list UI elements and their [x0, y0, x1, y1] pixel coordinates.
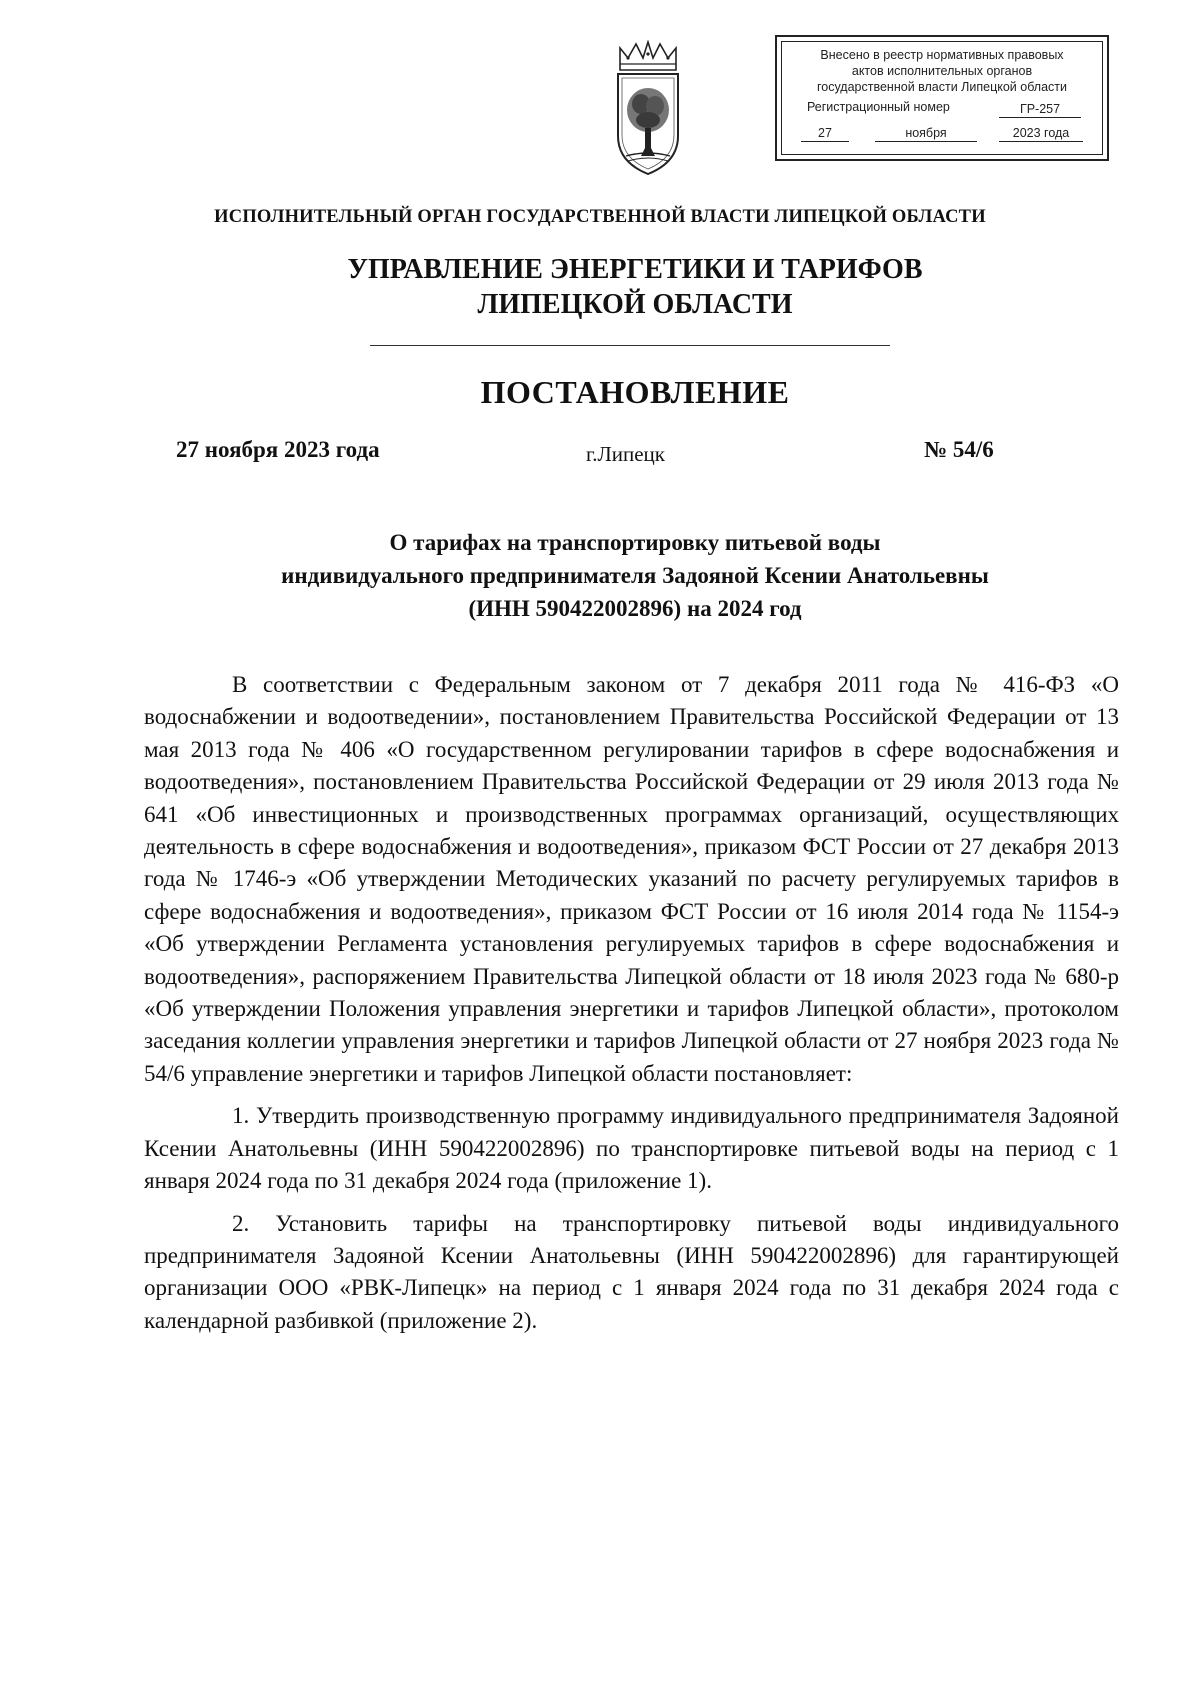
stamp-month: ноября [875, 125, 977, 142]
document-number: № 54/6 [924, 437, 994, 462]
department-name [0, 252, 1200, 322]
document-type: ПОСТАНОВЛЕНИЕ [480, 374, 790, 410]
preamble-paragraph: В соответствии с Федеральным законом от 7 декабря 2011 года № 416-ФЗ «О водоснабжении и водоотведении», постановлением Правительства Российской Федерации от 13 мая 2013 года № 406 «О государственном регулировании тарифов в сфере водоснабжения и водоотведения», постановлением Правительства Российской Федерации от 29 июля 2013 года № 641 «Об инвестиционных и производственных программах организаций, осуществляющих деятельность в сфере водоснабжения и водоотведения», приказом ФСТ России от 27 декабря 2013 года № 1746-э «Об утверждении Методических указаний по расчету регулируемых тарифов в сфере водоснабжения и водоотведения», приказом ФСТ России от 16 июля 2014 года № 1154-э «Об утверждении Регламента установления регулируемых тарифов в сфере водоснабжения и водоотведения», распоряжением Правительства Липецкой области от 18 июля 2023 года № 680-р «Об утверждении Положения управления энергетики и тарифов Липецкой области», протоколом заседания коллегии управления энергетики и тарифов Липецкой области от 27 ноября 2023 года № 54/6 управление энергетики и тарифов Липецкой области постановляет: [144, 672, 1119, 1086]
issuing-authority: ИСПОЛНИТЕЛЬНЫЙ ОРГАН ГОСУДАРСТВЕННОЙ ВЛАСТИ ЛИПЕЦКОЙ ОБЛАСТИ [214, 207, 986, 227]
title-line-1: О тарифах на транспортировку питьевой воды [389, 530, 881, 555]
stamp-day: 27 [801, 125, 849, 142]
document-date: 27 ноября 2023 года [176, 437, 380, 462]
department-name-line-1: УПРАВЛЕНИЕ ЭНЕРГЕТИКИ И ТАРИФОВ [347, 254, 923, 285]
coat-of-arms-icon [612, 40, 684, 178]
item-1-paragraph: 1. Утвердить производственную программу индивидуального предпринимателя Задояной Ксении Анатольевны (ИНН 590422002896) по транспортировке питьевой воды на период с 1 января 2024 года по 31 декабря 2024 года (приложение 1). [144, 1103, 1119, 1194]
title-line-3: (ИНН 590422002896) на 2024 год [468, 596, 802, 621]
stamp-year: 2023 года [999, 125, 1083, 142]
registration-stamp [775, 35, 1109, 161]
stamp-line-2: актов исполнительных органов [851, 64, 1033, 78]
stamp-reg-label: Регистрационный номер [807, 100, 950, 114]
stamp-reg-number: ГР-257 [999, 101, 1081, 118]
document-body [144, 669, 1119, 1347]
document-city: г.Липецк [586, 442, 665, 466]
department-name-line-2: ЛИПЕЦКОЙ ОБЛАСТИ [477, 289, 793, 320]
stamp-line-1: Внесено в реестр нормативных правовых [820, 48, 1064, 62]
title-line-2: индивидуального предпринимателя Задояной Ксении Анатольевны [281, 563, 989, 588]
item-2-paragraph: 2. Установить тарифы на транспортировку питьевой воды индивидуального предпринимателя Задояной Ксении Анатольевны (ИНН 590422002896) для гарантирующей организации ООО «РВК-Липецк» на период с 1 января 2024 года по 31 декабря 2024 года с календарной разбивкой (приложение 2). [144, 1210, 1119, 1333]
document-title [0, 526, 1200, 625]
stamp-line-3: государственной власти Липецкой области [816, 80, 1068, 94]
header-divider [370, 345, 890, 346]
